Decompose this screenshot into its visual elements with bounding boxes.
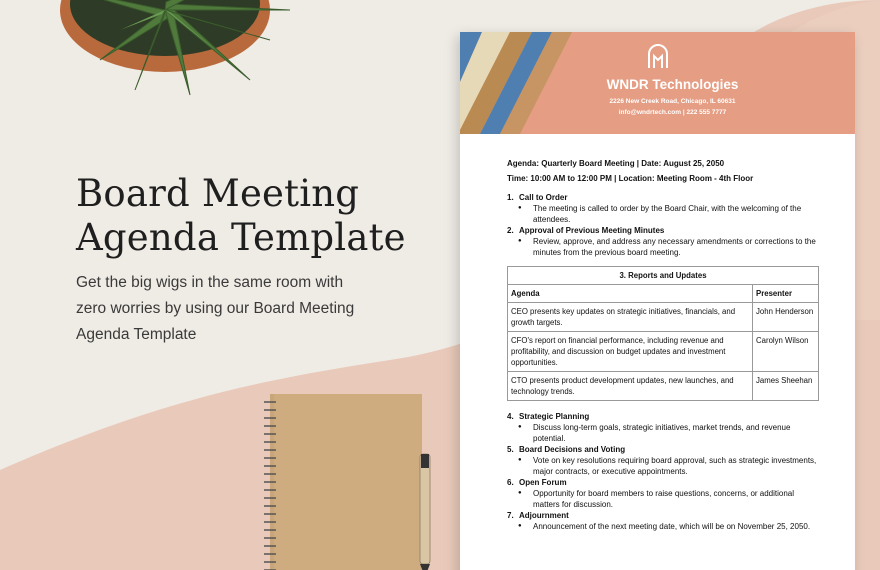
section-bullet: ● Announcement of the next meeting date, which will be on November 25, 2050. [507,521,822,532]
section-number: 7. [507,511,514,520]
row-presenter: John Henderson [753,303,819,332]
section-title: Approval of Previous Meeting Minutes [519,226,665,235]
section-bullet: ● Discuss long-term goals, strategic initiatives, market trends, and revenue potential. [507,422,822,444]
section-title: Adjournment [519,511,569,520]
company-address: 2226 New Creek Road, Chicago, IL 60631 [609,98,736,105]
row-agenda: CFO's report on financial performance, including revenue and profitability, and discussion on budget updates and investment opportunities. [508,332,753,372]
section-bullet: ● Opportunity for board members to raise questions, concerns, or additional matters for discussion. [507,488,822,510]
row-agenda: CEO presents key updates on strategic initiatives, financials, and growth targets. [508,303,753,332]
time-line: Time: 10:00 AM to 12:00 PM | Location: Meeting Room - 4th Floor [507,174,754,183]
section-number: 4. [507,412,514,421]
row-agenda: CTO presents product development updates, new launches, and technology trends. [508,372,753,401]
section-2 [507,225,822,258]
row-presenter: James Sheehan [753,372,819,401]
column-header-agenda: Agenda [508,285,753,303]
section-bullet: ● Vote on key resolutions requiring board approval, such as strategic investments, major contracts, or executive appointments. [507,455,822,477]
title-line-1: Board Meeting [76,172,360,215]
row-presenter: Carolyn Wilson [753,332,819,372]
table-row [508,372,819,401]
company-address-block [560,96,785,118]
section-bullet: ● Review, approve, and address any necessary amendments or corrections to the minutes from the previous board meeting. [507,236,822,258]
table-row [508,332,819,372]
title-line-2: Agenda Template [76,216,406,259]
section-title: Strategic Planning [519,412,590,421]
succulent-plant-image [40,0,300,120]
section-number: 5. [507,445,514,454]
section-7 [507,510,822,532]
section-number: 1. [507,193,514,202]
section-4 [507,411,822,444]
reports-table [507,266,819,401]
company-logo-icon [645,44,671,70]
section-number: 6. [507,478,514,487]
section-number: 2. [507,226,514,235]
page-subtitle: Get the big wigs in the same room with zero worries by using our Board Meeting Agenda Template [76,274,355,343]
column-header-presenter: Presenter [753,285,819,303]
company-contact: info@wndrtech.com | 222 555 7777 [618,109,727,116]
section-title: Board Decisions and Voting [519,445,626,454]
section-6 [507,477,822,510]
table-caption: 3. Reports and Updates [508,267,819,285]
section-5 [507,444,822,477]
agenda-line: Agenda: Quarterly Board Meeting | Date: August 25, 2050 [507,159,725,168]
agenda-document [460,32,855,570]
document-body [507,156,822,532]
company-name: WNDR Technologies [606,77,739,92]
section-1 [507,192,822,225]
document-header [460,32,855,134]
section-title: Open Forum [519,478,567,487]
section-bullet: ● The meeting is called to order by the Board Chair, with the welcoming of the attendees. [507,203,822,225]
table-row [508,303,819,332]
spiral-notebook-image [262,392,442,570]
page-title [76,172,436,260]
section-title: Call to Order [519,193,568,202]
